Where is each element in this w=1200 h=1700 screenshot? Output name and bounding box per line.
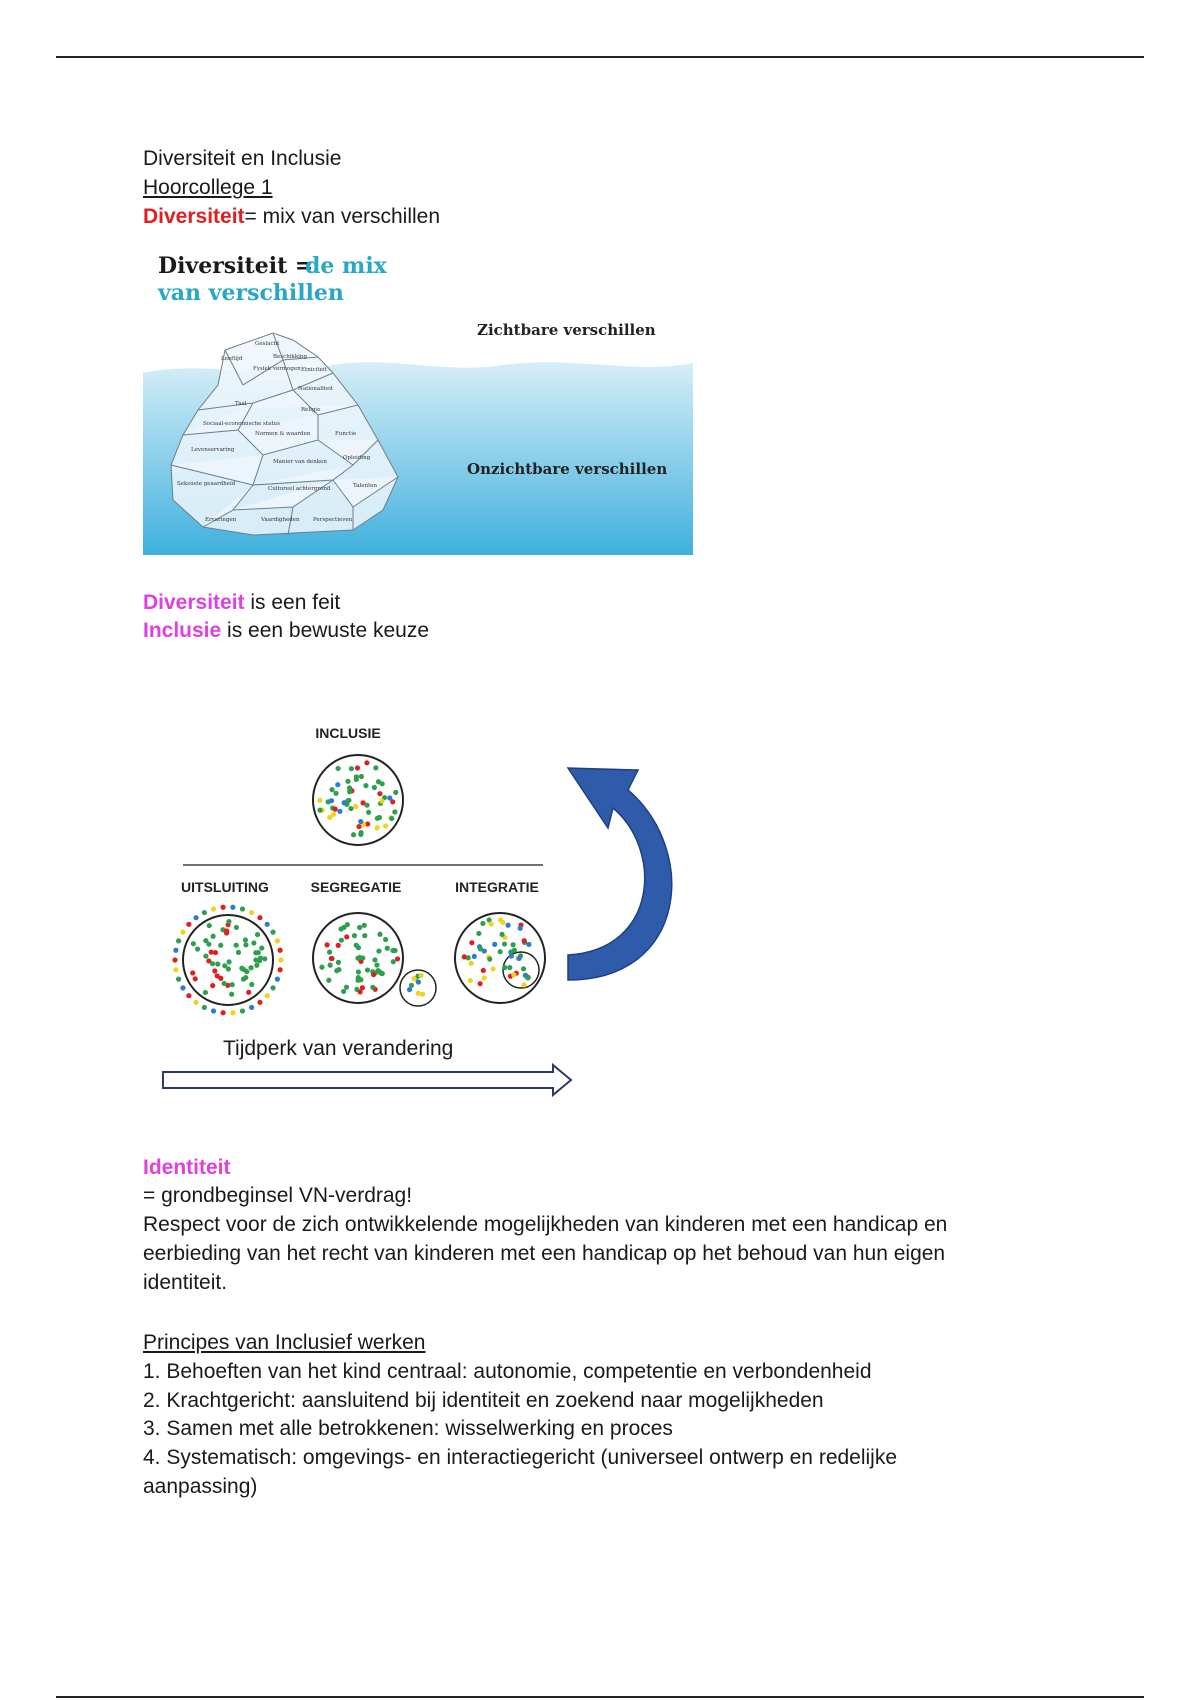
- dot: [366, 810, 371, 815]
- definition-term: Diversiteit: [143, 205, 245, 228]
- dot: [324, 942, 329, 947]
- dot: [371, 972, 376, 977]
- iceberg-title-c: van verschillen: [158, 280, 344, 306]
- definition-text: = mix van verschillen: [244, 205, 441, 228]
- dot: [362, 933, 367, 938]
- dot: [337, 809, 342, 814]
- dot: [240, 1008, 245, 1013]
- dot: [209, 950, 214, 955]
- dot: [490, 966, 495, 971]
- document-title: Diversiteit en Inclusie: [143, 147, 342, 170]
- dot: [257, 1000, 262, 1005]
- definition-line: [143, 202, 440, 231]
- iceberg-cell: Fysiek vermogen: [253, 366, 301, 372]
- dot: [376, 948, 381, 953]
- iceberg-cell: Levenservaring: [191, 447, 235, 453]
- iceberg-cell: Manier van denken: [273, 459, 327, 465]
- dot: [348, 806, 353, 811]
- dot: [383, 823, 388, 828]
- dot: [173, 967, 178, 972]
- dot: [462, 954, 467, 959]
- dot: [212, 968, 217, 973]
- dot: [335, 782, 340, 787]
- dot: [345, 922, 350, 927]
- timeline-arrow-icon: [163, 1065, 571, 1095]
- iceberg-cell: Etniciteit: [301, 367, 327, 373]
- label-segregatie: SEGREGATIE: [310, 879, 402, 895]
- dot: [190, 970, 195, 975]
- dot: [339, 938, 344, 943]
- dot: [482, 975, 487, 980]
- dot: [356, 969, 361, 974]
- fact-line-diversity: [143, 588, 340, 617]
- dot: [344, 934, 349, 939]
- dot: [259, 945, 264, 950]
- dot: [176, 977, 181, 982]
- dot: [492, 942, 497, 947]
- dot: [349, 766, 354, 771]
- dot: [275, 977, 280, 982]
- identity-heading: Identiteit: [143, 1156, 231, 1179]
- dot: [356, 824, 361, 829]
- dot: [244, 969, 249, 974]
- dot: [257, 958, 262, 963]
- dot: [336, 960, 341, 965]
- dot: [389, 816, 394, 821]
- dot: [265, 993, 270, 998]
- dot: [335, 766, 340, 771]
- dot: [526, 942, 531, 947]
- dot: [502, 941, 507, 946]
- dot: [480, 921, 485, 926]
- dot: [357, 955, 362, 960]
- dot: [277, 967, 282, 972]
- dot: [336, 943, 341, 948]
- dot: [270, 929, 275, 934]
- dot: [507, 965, 512, 970]
- dot: [333, 807, 338, 812]
- dot: [510, 942, 515, 947]
- iceberg-cell: Nationaliteit: [298, 386, 334, 392]
- dot: [211, 1008, 216, 1013]
- dot: [195, 946, 200, 951]
- dot: [193, 915, 198, 920]
- dot: [383, 937, 388, 942]
- iceberg-title-a: Diversiteit =: [158, 253, 314, 279]
- visible-differences-label: Zichtbare verschillen: [477, 321, 656, 339]
- dot: [377, 932, 382, 937]
- dot: [186, 993, 191, 998]
- fact-term: Diversiteit: [143, 591, 245, 614]
- dot: [418, 973, 423, 978]
- invisible-differences-label: Onzichtbare verschillen: [467, 460, 668, 478]
- dot: [522, 938, 527, 943]
- dot: [249, 910, 254, 915]
- top-rule: [56, 56, 1144, 58]
- dot: [352, 933, 357, 938]
- dot: [407, 987, 412, 992]
- dot: [211, 906, 216, 911]
- dot: [278, 957, 283, 962]
- iceberg-cell: Normen & waarden: [255, 431, 311, 437]
- dot: [334, 968, 339, 973]
- dot: [241, 976, 246, 981]
- dot: [218, 943, 223, 948]
- dot: [221, 1010, 226, 1015]
- dot: [355, 978, 360, 983]
- principle-item: 1. Behoeften van het kind centraal: autonomie, competentie en verbondenheid: [143, 1360, 872, 1383]
- dot: [377, 791, 382, 796]
- dot: [488, 921, 493, 926]
- dot: [226, 959, 231, 964]
- dot: [379, 798, 384, 803]
- dot: [502, 965, 507, 970]
- dot: [329, 956, 334, 961]
- dot: [224, 928, 229, 933]
- dot: [222, 981, 227, 986]
- dot: [236, 950, 241, 955]
- label-integratie: INTEGRATIE: [455, 879, 539, 895]
- iceberg-cell: Opleiding: [343, 455, 371, 461]
- dot: [482, 948, 487, 953]
- dot: [522, 982, 527, 987]
- dot: [385, 946, 390, 951]
- dot: [412, 976, 417, 981]
- dot: [255, 932, 260, 937]
- dot: [345, 779, 350, 784]
- dot: [257, 915, 262, 920]
- dot: [180, 929, 185, 934]
- dot: [234, 925, 239, 930]
- dot: [416, 991, 421, 996]
- dot: [516, 956, 521, 961]
- dot: [210, 983, 215, 988]
- iceberg-cell: Leeftijd: [221, 356, 243, 362]
- dot: [243, 942, 248, 947]
- iceberg-cell: Seksuele geaardheid: [177, 481, 236, 487]
- dot: [345, 798, 350, 803]
- iceberg-cell: Religie: [301, 407, 321, 413]
- dot: [270, 985, 275, 990]
- dot: [251, 940, 256, 945]
- dot: [373, 765, 378, 770]
- dot: [328, 963, 333, 968]
- iceberg-cell: Perspectieven: [313, 517, 353, 523]
- fact-text: is een feit: [244, 591, 341, 614]
- iceberg-title-b: de mix: [305, 253, 387, 279]
- dot: [355, 765, 360, 770]
- dot: [326, 978, 331, 983]
- circle-segregatie: [313, 913, 436, 1006]
- dot: [476, 931, 481, 936]
- dot: [202, 910, 207, 915]
- iceberg-cell: Taal: [235, 401, 247, 407]
- circle-uitsluiting: [172, 905, 283, 1016]
- iceberg-cell: Sociaal-economische status: [203, 421, 280, 427]
- dot: [370, 985, 375, 990]
- dot: [215, 961, 220, 966]
- inclusion-diagram: [143, 700, 713, 1120]
- principle-item: 4. Systematisch: omgevings- en interactiegericht (universeel ontwerp en redelijke aanpassing): [143, 1446, 898, 1498]
- fact-term: Inclusie: [143, 619, 222, 642]
- dot: [468, 978, 473, 983]
- dot: [333, 791, 338, 796]
- dot: [498, 949, 503, 954]
- dot: [331, 812, 336, 817]
- dot: [327, 949, 332, 954]
- dot: [511, 972, 516, 977]
- dot: [362, 923, 367, 928]
- dot: [230, 905, 235, 910]
- bottom-rule: [56, 1696, 1144, 1698]
- curved-arrow-icon: [568, 768, 672, 980]
- dot: [186, 922, 191, 927]
- dot: [256, 950, 261, 955]
- iceberg-cell: Cultureel achtergrond: [268, 486, 331, 492]
- dot: [249, 982, 254, 987]
- dot: [372, 785, 377, 790]
- dot: [481, 968, 486, 973]
- dot: [248, 965, 253, 970]
- dot: [356, 945, 361, 950]
- dot: [392, 809, 397, 814]
- dot: [221, 905, 226, 910]
- dot: [518, 926, 523, 931]
- iceberg-image: [143, 245, 693, 555]
- dot: [364, 803, 369, 808]
- principle-item: 3. Samen met alle betrokkenen: wisselwerking en proces: [143, 1417, 673, 1440]
- dot: [229, 992, 234, 997]
- dot: [218, 976, 223, 981]
- dot: [353, 804, 358, 809]
- dot: [317, 808, 322, 813]
- dot: [203, 990, 208, 995]
- identity-line: = grondbeginsel VN-verdrag!: [143, 1184, 413, 1207]
- dot: [506, 923, 511, 928]
- dot: [377, 815, 382, 820]
- dot: [357, 925, 362, 930]
- dot: [230, 982, 235, 987]
- dot: [487, 957, 492, 962]
- dot: [472, 954, 477, 959]
- circle-inclusie: [313, 755, 403, 845]
- iceberg-cell: Vaardigheden: [261, 517, 300, 523]
- dot: [351, 832, 356, 837]
- dot: [358, 832, 363, 837]
- iceberg-cell: Functie: [335, 431, 357, 437]
- dot: [395, 956, 400, 961]
- dot: [203, 954, 208, 959]
- dot: [211, 934, 216, 939]
- dot: [203, 938, 208, 943]
- dot: [262, 956, 267, 961]
- dot: [360, 985, 365, 990]
- dot: [246, 990, 251, 995]
- dot: [210, 961, 215, 966]
- dot: [358, 819, 363, 824]
- timeline-label: Tijdperk van verandering: [223, 1037, 454, 1060]
- dot: [420, 992, 425, 997]
- dot: [230, 1010, 235, 1015]
- dot: [191, 941, 196, 946]
- dot: [521, 966, 526, 971]
- dot: [509, 953, 514, 958]
- label-inclusie: INCLUSIE: [315, 725, 381, 741]
- dot: [391, 959, 396, 964]
- dot: [193, 1000, 198, 1005]
- dot: [354, 774, 359, 779]
- dot: [374, 825, 379, 830]
- dot: [338, 926, 343, 931]
- dot: [317, 798, 322, 803]
- dot: [329, 787, 334, 792]
- dot: [363, 783, 368, 788]
- dot: [176, 938, 181, 943]
- iceberg-cell: Ervaringen: [205, 517, 237, 523]
- principles-heading: Principes van Inclusief werken: [143, 1331, 426, 1354]
- dot: [499, 932, 504, 937]
- dot: [202, 1005, 207, 1010]
- dot: [344, 985, 349, 990]
- dot: [226, 919, 231, 924]
- dot: [387, 795, 392, 800]
- lecture-heading: Hoorcollege 1: [143, 176, 273, 199]
- dot: [173, 948, 178, 953]
- dot: [478, 981, 483, 986]
- iceberg-cell: Beschikking: [273, 354, 307, 360]
- dot: [180, 985, 185, 990]
- iceberg-cell: Geslacht: [255, 341, 280, 347]
- principle-item: 2. Krachtgericht: aansluitend bij identiteit en zoekend naar mogelijkheden: [143, 1389, 824, 1412]
- dot: [500, 920, 505, 925]
- dot: [265, 922, 270, 927]
- fact-line-inclusion: [143, 616, 429, 645]
- dot: [329, 798, 334, 803]
- dot: [254, 963, 259, 968]
- dot: [512, 948, 517, 953]
- dot: [393, 790, 398, 795]
- dot: [469, 961, 474, 966]
- dot: [380, 781, 385, 786]
- dot: [319, 965, 324, 970]
- label-uitsluiting: UITSLUITING: [181, 879, 269, 895]
- fact-text: is een bewuste keuze: [221, 619, 429, 642]
- dot: [172, 957, 177, 962]
- dot: [365, 967, 370, 972]
- identity-paragraph: Respect voor de zich ontwikkelende mogelijkheden van kinderen met een handicap en eerbieding van het recht van kinderen met een handicap op het behoud van hun eigen identiteit.: [143, 1213, 948, 1294]
- dot: [359, 774, 364, 779]
- dot: [207, 923, 212, 928]
- dot: [234, 943, 239, 948]
- dot: [249, 1005, 254, 1010]
- dot: [277, 948, 282, 953]
- dot: [374, 962, 379, 967]
- dot: [243, 937, 248, 942]
- dot: [525, 975, 530, 980]
- dot: [347, 789, 352, 794]
- iceberg-cell: Talenten: [353, 483, 378, 489]
- dot: [469, 940, 474, 945]
- dot: [364, 760, 369, 765]
- dot: [193, 976, 198, 981]
- dot: [341, 989, 346, 994]
- dot: [379, 971, 384, 976]
- dot: [372, 957, 377, 962]
- dot: [275, 938, 280, 943]
- circle-integratie: [455, 913, 545, 1003]
- dot: [392, 948, 397, 953]
- dot: [226, 966, 231, 971]
- dot: [240, 906, 245, 911]
